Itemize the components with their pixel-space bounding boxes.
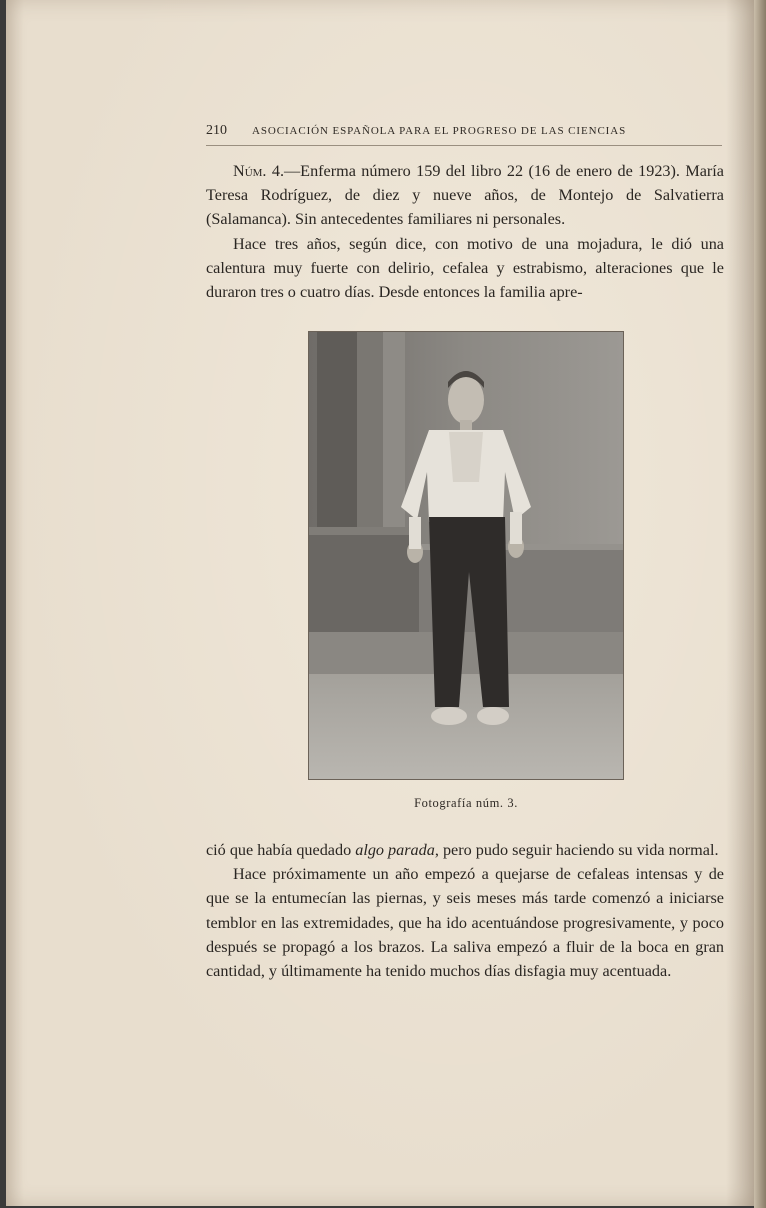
page-edge (754, 0, 766, 1208)
photograph-of-man-standing-icon (309, 332, 623, 779)
continuation-after: , pero pudo seguir haciendo su vida normal. (434, 841, 719, 859)
case-text: 4.—Enferma número 159 del libro 22 (16 de enero de 1923). María Teresa Rodríguez, de diez y nueve años, de Montejo de Salvatierra (Salamanca). Sin antecedentes familiares ni personales. (206, 162, 724, 229)
figure-caption: Fotografía núm. 3. (414, 796, 518, 810)
paragraph-symptoms: Hace próximamente un año empezó a quejarse de cefaleas intensas y de que se la entumecían las piernas, y seis meses más tarde comenzó a iniciarse temblor en las extremidades, que ha ido acentuándose progresivamente, y poco después se propagó a los brazos. La saliva empezó a fluir de la boca en gran cantidad, y últimamente ha tenido muchos días disfagia muy acentuada. (206, 865, 724, 981)
continuation-before: ció que había quedado (206, 841, 356, 859)
text-block-top (206, 159, 724, 304)
running-header (206, 123, 722, 146)
paragraph-continuation (206, 838, 724, 862)
photograph-figure (308, 331, 624, 780)
running-title: ASOCIACIÓN ESPAÑOLA PARA EL PROGRESO DE LAS CIENCIAS (252, 125, 627, 137)
paragraph-case-4 (206, 159, 724, 232)
continuation-italic: algo parada (355, 841, 435, 859)
paragraph-history: Hace tres años, según dice, con motivo de una mojadura, le dió una calentura muy fuerte con delirio, cefalea y estrabismo, alteraciones que le duraron tres o cuatro días. Desde entonces la familia apre- (206, 234, 724, 302)
book-page (6, 0, 758, 1206)
page-number: 210 (206, 123, 227, 138)
text-block-bottom (206, 838, 724, 983)
case-lead: Núm. (233, 162, 267, 180)
